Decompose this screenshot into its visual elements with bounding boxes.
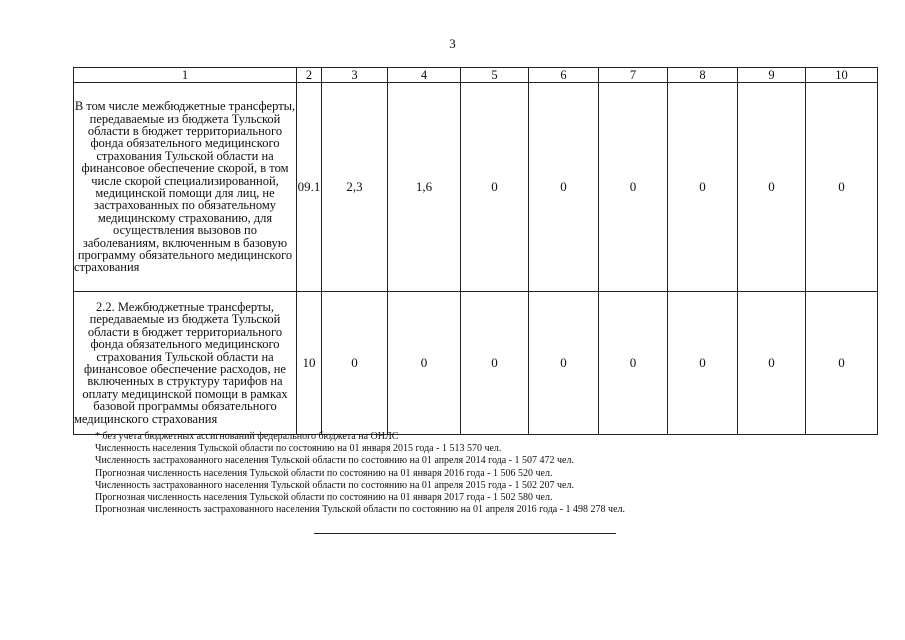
table-cell: 0: [322, 292, 388, 435]
table-cell: 0: [806, 292, 878, 435]
column-header: 6: [529, 68, 599, 83]
column-header: 2: [297, 68, 322, 83]
footnote-line: Численность населения Тульской области по состоянию на 01 января 2015 года - 1 513 570 чел.: [95, 443, 502, 455]
column-header: 7: [599, 68, 668, 83]
table-cell: 0: [599, 83, 668, 292]
table-cell: 0: [461, 292, 529, 435]
page-number: 3: [449, 36, 456, 51]
table-cell: 0: [461, 83, 529, 292]
row-description: 2.2. Межбюджетные трансферты, передаваемые из бюджета Тульской области в бюджет территориального фонда обязательного медицинского страхования Тульской области на финансовое обеспечение расходов, не включенных в структуру тарифов на оплату медицинской помощи в рамках базовой программы обязательного медицинского страхования: [74, 292, 297, 435]
table-cell: 0: [668, 83, 738, 292]
budget-table: [73, 67, 878, 435]
table-cell: 0: [668, 292, 738, 435]
table-cell: 0: [599, 292, 668, 435]
footnote-line: Прогнозная численность населения Тульской области по состоянию на 01 января 2017 года - 1 502 580 чел.: [95, 492, 553, 504]
table-cell: 0: [738, 292, 806, 435]
footnote-line: Прогнозная численность населения Тульской области по состоянию на 01 января 2016 года - 1 506 520 чел.: [95, 467, 553, 479]
table-cell: 1,6: [388, 83, 461, 292]
column-header: 5: [461, 68, 529, 83]
table-header-row: [74, 68, 878, 83]
table-cell: 09.1: [297, 83, 322, 292]
footnote-line: * без учета бюджетных ассигнований федерального бюджета на ОНЛС: [95, 431, 399, 442]
column-header: 10: [806, 68, 878, 83]
row-description: В том числе межбюджетные трансферты, передаваемые из бюджета Тульской области в бюджет территориального фонда обязательного медицинского страхования Тульской области на финансовое обеспечение скорой, в том числе скорой специализированной, медицинской помощи для лиц, не застрахованных по обязательному медицинскому страхованию, для осуществления вызовов по заболеваниям, включенным в базовую программу обязательного медицинского страхования: [74, 83, 297, 292]
table-cell: 2,3: [322, 83, 388, 292]
table-cell: 10: [297, 292, 322, 435]
column-header: 3: [322, 68, 388, 83]
closing-rule: [314, 533, 616, 534]
column-header: 4: [388, 68, 461, 83]
table-row: [74, 83, 878, 292]
table-row: [74, 292, 878, 435]
footnote-line: Численность застрахованного населения Тульской области по состоянию на 01 апреля 2015 года - 1 502 207 чел.: [95, 479, 574, 491]
table-cell: 0: [806, 83, 878, 292]
footnote-line: Прогнозная численность застрахованного населения Тульской области по состоянию на 01 апреля 2016 года - 1 498 278 чел.: [95, 504, 626, 516]
column-header: 9: [738, 68, 806, 83]
table-cell: 0: [529, 83, 599, 292]
footnote-line: Численность застрахованного населения Тульской области по состоянию на 01 апреля 2014 года - 1 507 472 чел.: [95, 455, 574, 467]
table-cell: 0: [529, 292, 599, 435]
footnotes: [95, 431, 815, 516]
column-header: 1: [74, 68, 297, 83]
table-cell: 0: [738, 83, 806, 292]
table-cell: 0: [388, 292, 461, 435]
column-header: 8: [668, 68, 738, 83]
